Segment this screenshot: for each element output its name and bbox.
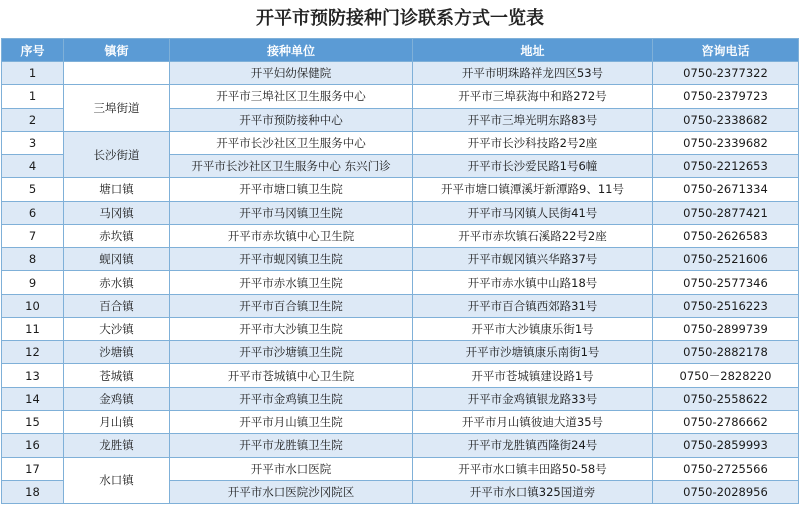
row-address: 开平市水口镇325国道旁 [413, 480, 653, 503]
row-no: 5 [2, 178, 64, 201]
table-row [2, 387, 799, 410]
row-address: 开平市长沙爱民路1号6幢 [413, 155, 653, 178]
row-phone: 0750-2521606 [653, 248, 799, 271]
row-phone: 0750-2899739 [653, 317, 799, 340]
row-no: 1 [2, 85, 64, 108]
row-address: 开平市三埠荻海中和路272号 [413, 85, 653, 108]
row-address: 开平市沙塘镇康乐南街1号 [413, 341, 653, 364]
row-town: 月山镇 [64, 410, 170, 433]
row-town: 金鸡镇 [64, 387, 170, 410]
row-phone: 0750-2786662 [653, 410, 799, 433]
row-unit: 开平市水口医院沙冈院区 [170, 480, 413, 503]
row-unit: 开平市塘口镇卫生院 [170, 178, 413, 201]
contact-table [1, 38, 799, 504]
row-no: 1 [2, 62, 64, 85]
row-town-merged: 长沙街道 [64, 131, 170, 178]
row-unit: 开平市月山镇卫生院 [170, 410, 413, 433]
row-unit: 开平市大沙镇卫生院 [170, 317, 413, 340]
table-row [2, 224, 799, 247]
table-row [2, 62, 799, 85]
table-row [2, 85, 799, 108]
row-address: 开平市马冈镇人民街41号 [413, 201, 653, 224]
row-unit: 开平市水口医院 [170, 457, 413, 480]
row-no: 7 [2, 224, 64, 247]
row-phone: 0750-2212653 [653, 155, 799, 178]
table-row [2, 294, 799, 317]
row-address: 开平市月山镇彼迪大道35号 [413, 410, 653, 433]
row-address: 开平市百合镇西郊路31号 [413, 294, 653, 317]
header-town: 镇街 [64, 39, 170, 62]
table-row [2, 248, 799, 271]
row-unit: 开平市龙胜镇卫生院 [170, 434, 413, 457]
row-unit: 开平市长沙社区卫生服务中心 [170, 131, 413, 154]
row-phone: 0750-2671334 [653, 178, 799, 201]
row-town: 赤坎镇 [64, 224, 170, 247]
row-town-merged: 水口镇 [64, 457, 170, 504]
table-row [2, 457, 799, 480]
row-town: 赤水镇 [64, 271, 170, 294]
row-no: 8 [2, 248, 64, 271]
row-unit: 开平市三埠社区卫生服务中心 [170, 85, 413, 108]
table-row [2, 364, 799, 387]
row-phone: 0750-2877421 [653, 201, 799, 224]
row-no: 18 [2, 480, 64, 503]
row-unit: 开平市百合镇卫生院 [170, 294, 413, 317]
row-town: 马冈镇 [64, 201, 170, 224]
row-no: 15 [2, 410, 64, 433]
row-no: 17 [2, 457, 64, 480]
row-phone: 0750-2338682 [653, 108, 799, 131]
row-unit: 开平市金鸡镇卫生院 [170, 387, 413, 410]
row-no: 13 [2, 364, 64, 387]
row-town: 塘口镇 [64, 178, 170, 201]
row-no: 6 [2, 201, 64, 224]
row-address: 开平市金鸡镇银龙路33号 [413, 387, 653, 410]
row-address: 开平市苍城镇建设路1号 [413, 364, 653, 387]
row-phone: 0750-2882178 [653, 341, 799, 364]
table-row [2, 131, 799, 154]
row-phone: 0750-2339682 [653, 131, 799, 154]
row-phone: 0750-2626583 [653, 224, 799, 247]
row-address: 开平市水口镇丰田路50-58号 [413, 457, 653, 480]
row-phone: 0750-2028956 [653, 480, 799, 503]
header-unit: 接种单位 [170, 39, 413, 62]
row-no: 12 [2, 341, 64, 364]
row-address: 开平市蚬冈镇兴华路37号 [413, 248, 653, 271]
row-address: 开平市明珠路祥龙四区53号 [413, 62, 653, 85]
row-town: 百合镇 [64, 294, 170, 317]
table-row [2, 201, 799, 224]
header-phone: 咨询电话 [653, 39, 799, 62]
row-unit: 开平市赤坎镇中心卫生院 [170, 224, 413, 247]
row-unit: 开平市苍城镇中心卫生院 [170, 364, 413, 387]
row-address: 开平市赤坎镇石溪路22号2座 [413, 224, 653, 247]
table-row [2, 317, 799, 340]
header-no: 序号 [2, 39, 64, 62]
row-phone: 0750-2379723 [653, 85, 799, 108]
table-row [2, 341, 799, 364]
row-address: 开平市赤水镇中山路18号 [413, 271, 653, 294]
row-phone: 0750-2859993 [653, 434, 799, 457]
row-phone: 0750-2558622 [653, 387, 799, 410]
row-unit: 开平市沙塘镇卫生院 [170, 341, 413, 364]
row-phone: 0750－2828220 [653, 364, 799, 387]
row-phone: 0750-2377322 [653, 62, 799, 85]
row-no: 10 [2, 294, 64, 317]
row-no: 14 [2, 387, 64, 410]
row-unit: 开平市长沙社区卫生服务中心 东兴门诊 [170, 155, 413, 178]
row-unit: 开平市蚬冈镇卫生院 [170, 248, 413, 271]
row-town: 苍城镇 [64, 364, 170, 387]
row-unit: 开平市赤水镇卫生院 [170, 271, 413, 294]
row-address: 开平市龙胜镇西隆街24号 [413, 434, 653, 457]
row-address: 开平市塘口镇潭溪圩新潭路9、11号 [413, 178, 653, 201]
row-no: 4 [2, 155, 64, 178]
header-address: 地址 [413, 39, 653, 62]
row-no: 3 [2, 131, 64, 154]
page-title: 开平市预防接种门诊联系方式一览表 [256, 8, 544, 29]
row-unit: 开平市马冈镇卫生院 [170, 201, 413, 224]
row-unit: 开平妇幼保健院 [170, 62, 413, 85]
row-address: 开平市长沙科技路2号2座 [413, 131, 653, 154]
table-row [2, 271, 799, 294]
table-row [2, 410, 799, 433]
row-no: 16 [2, 434, 64, 457]
row-town: 龙胜镇 [64, 434, 170, 457]
table-row [2, 434, 799, 457]
row-address: 开平市三埠光明东路83号 [413, 108, 653, 131]
table-row [2, 178, 799, 201]
row-phone: 0750-2577346 [653, 271, 799, 294]
row-phone: 0750-2516223 [653, 294, 799, 317]
row-address: 开平市大沙镇康乐街1号 [413, 317, 653, 340]
row-no: 9 [2, 271, 64, 294]
row-town: 沙塘镇 [64, 341, 170, 364]
row-no: 2 [2, 108, 64, 131]
row-town: 蚬冈镇 [64, 248, 170, 271]
row-no: 11 [2, 317, 64, 340]
row-unit: 开平市预防接种中心 [170, 108, 413, 131]
row-town: 大沙镇 [64, 317, 170, 340]
row-town [64, 62, 170, 85]
table-header-row [2, 39, 799, 62]
row-town-merged: 三埠街道 [64, 85, 170, 132]
row-phone: 0750-2725566 [653, 457, 799, 480]
